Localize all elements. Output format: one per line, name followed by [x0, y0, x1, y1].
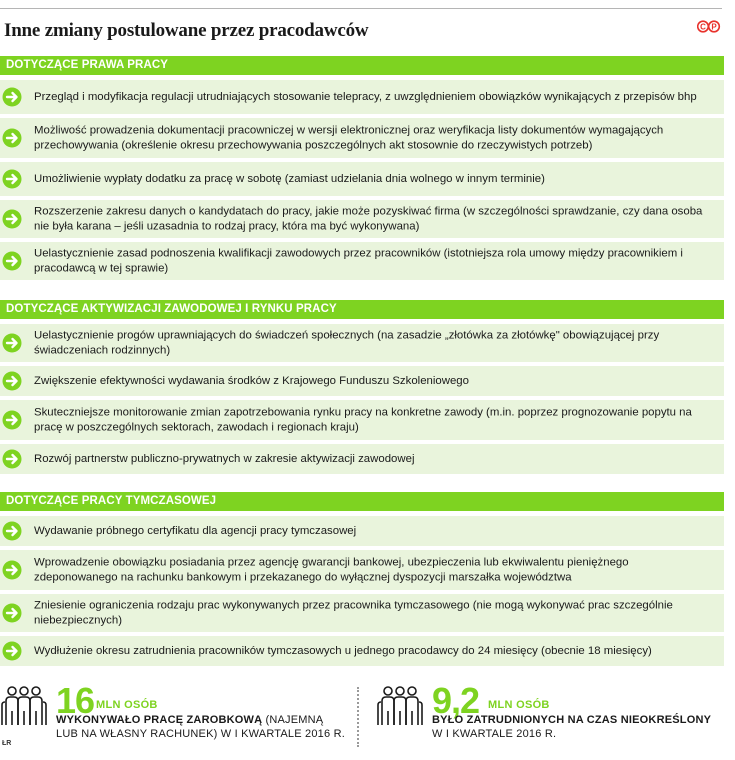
arrow-right-icon	[2, 560, 22, 580]
arrow-right-icon	[2, 603, 22, 623]
list-item	[0, 242, 724, 280]
stat-desc-bold: BYŁO ZATRUDNIONYCH NA CZAS NIEOKREŚLONY	[432, 714, 712, 726]
list-item	[0, 118, 724, 158]
item-text: Przegląd i modyfikacja regulacji utrudniających stosowanie telepracy, z uwzględnieniem obowiązków wynikających z przepisów bhp	[34, 90, 697, 103]
stat-desc-rest: (NAJEMNĄ	[262, 714, 324, 726]
list-item	[0, 550, 724, 590]
stat-unit: MLN OSÓB	[96, 699, 158, 711]
section-header-aktywizacja: DOTYCZĄCE AKTYWIZACJI ZAWODOWEJ I RYNKU PRACY	[0, 300, 724, 319]
stat-desc-bold: WYKONYWAŁO PRACĘ ZAROBKOWĄ	[56, 714, 263, 726]
item-text: Zwiększenie efektywności wydawania środków z Krajowego Funduszu Szkoleniowego	[34, 374, 469, 387]
list-item	[0, 444, 724, 474]
list-item	[0, 400, 724, 440]
arrow-right-icon	[2, 521, 22, 541]
list-item	[0, 366, 724, 396]
arrow-right-icon	[2, 251, 22, 271]
svg-text:P: P	[711, 22, 717, 32]
stat-desc-line2: LUB NA WŁASNY RACHUNEK) W I KWARTALE 2016 R.	[56, 728, 345, 740]
item-text: Wydłużenie okresu zatrudnienia pracowników tymczasowych u jednego pracodawcy do 24 miesięcy (obecnie 18 miesięcy)	[34, 644, 652, 657]
arrow-right-icon	[2, 87, 22, 107]
people-group-icon	[376, 685, 424, 727]
list-item	[0, 636, 724, 666]
svg-text:C: C	[700, 22, 706, 32]
stat-value: 9,2	[432, 680, 480, 721]
item-text: Rozszerzenie zakresu danych o kandydatach do pracy, jakie może pozyskiwać firma (w szczególności sprawdzanie, czy dana osoba nie była karana – jeśli uzasadnia to rodzaj pracy, która ma być wykonywana)	[34, 205, 703, 232]
stat-unit: MLN OSÓB	[488, 699, 550, 711]
section-header-prawo-pracy: DOTYCZĄCE PRAWA PRACY	[0, 56, 724, 75]
arrow-right-icon	[2, 371, 22, 391]
arrow-right-icon	[2, 449, 22, 469]
stat-description	[432, 713, 711, 741]
item-text: Skuteczniejsze monitorowanie zmian zapotrzebowania rynku pracy na konkretne zawody (m.in. poprzez prognozowanie popytu na pracę w poszczególnych sektorach, zawodach i regionach kraju)	[34, 406, 692, 433]
list-item	[0, 324, 724, 362]
list-item	[0, 594, 724, 632]
arrow-right-icon	[2, 169, 22, 189]
arrow-right-icon	[2, 333, 22, 353]
copyright-logo-icon	[697, 20, 721, 33]
item-text: Umożliwienie wypłaty dodatku za pracę w sobotę (zamiast udzielania dnia wolnego w innym terminie)	[34, 172, 545, 185]
item-text: Wydawanie próbnego certyfikatu dla agencji pracy tymczasowej	[34, 524, 357, 537]
arrow-right-icon	[2, 410, 22, 430]
item-text: Uelastycznienie zasad podnoszenia kwalifikacji zawodowych przez pracowników (istotniejsza rola umowy między pracownikiem i pracodawcą w tej sprawie)	[34, 247, 683, 274]
stats-divider	[357, 687, 359, 747]
item-text: Wprowadzenie obowiązku posiadania przez agencję gwarancji bankowej, ubezpieczenia lub ekwiwalentu pieniężnego zdeponowanego na rachunku bankowym i przekazanego do wyłącznej dyspozycji marszałka województwa	[34, 556, 629, 583]
list-item	[0, 200, 724, 238]
section-header-praca-tymczasowa: DOTYCZĄCE PRACY TYMCZASOWEJ	[0, 492, 724, 511]
item-text: Uelastycznienie progów uprawniających do świadczeń społecznych (na zasadzie „złotówka za złotówkę" obowiązującej przy świadczeniach rodzinnych)	[34, 329, 660, 356]
list-item	[0, 80, 724, 114]
people-group-icon	[0, 685, 48, 727]
arrow-right-icon	[2, 641, 22, 661]
item-text: Możliwość prowadzenia dokumentacji pracowniczej w wersji elektronicznej oraz weryfikacja listy dokumentów wymagających przechowywania (określenie okresu przechowywania poszczególnych akt stosownie do rzeczywistych potrzeb)	[34, 124, 664, 151]
item-text: Rozwój partnerstw publiczno-prywatnych w zakresie aktywizacji zawodowej	[34, 452, 415, 465]
stat-desc-line2: W I KWARTALE 2016 R.	[432, 728, 557, 740]
list-item	[0, 162, 724, 196]
stat-value: 16	[56, 680, 95, 721]
stat-description	[56, 713, 345, 741]
item-text: Zniesienie ograniczenia rodzaju prac wykonywanych przez pracownika tymczasowego (nie mogą wykonywać prac szczególnie niebezpiecznych)	[34, 599, 673, 626]
arrow-right-icon	[2, 128, 22, 148]
top-rule	[0, 8, 722, 9]
arrow-right-icon	[2, 209, 22, 229]
page-title: Inne zmiany postulowane przez pracodawców	[4, 20, 369, 41]
source-credit: ŁR	[2, 740, 12, 747]
stats-panel	[0, 680, 735, 760]
list-item	[0, 516, 724, 546]
